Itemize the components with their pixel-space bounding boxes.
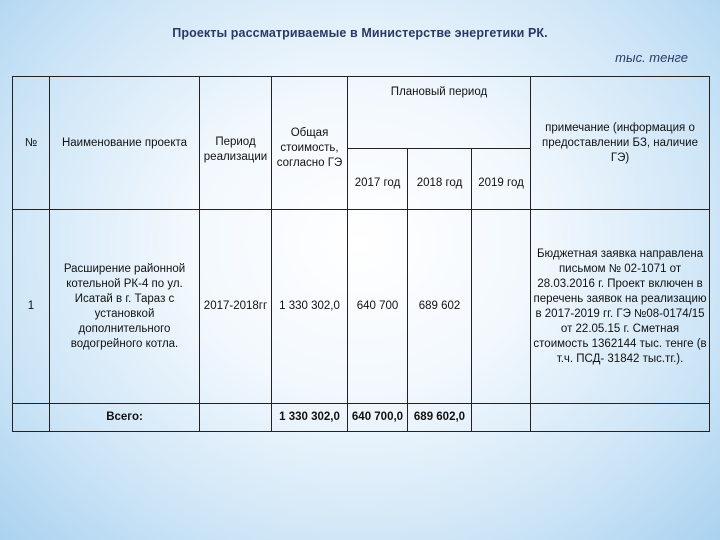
projects-table <box>12 76 710 432</box>
header-period: Период реализации <box>200 77 272 210</box>
page-title: Проекты рассматриваемые в Министерстве энергетики РК. <box>172 26 548 40</box>
header-2017: 2017 год <box>348 149 408 210</box>
header-note: примечание (информация о предоставлении БЗ, наличие ГЭ) <box>531 77 710 210</box>
header-2018: 2018 год <box>408 149 472 210</box>
row-name: Расширение районной котельной РК-4 по ул. Исатай в г. Тараз с установкой дополнительного водогрейного котла. <box>50 210 200 404</box>
row-2017: 640 700 <box>348 210 408 404</box>
header-planned <box>348 77 531 149</box>
header-name: Наименование проекта <box>50 77 200 210</box>
table-row <box>13 210 710 404</box>
units-label: тыс. тенге <box>615 50 688 65</box>
total-cost: 1 330 302,0 <box>272 404 348 432</box>
row-note: Бюджетная заявка направлена письмом № 02-1071 от 28.03.2016 г. Проект включен в перечень заявок на реализацию в 2017-2019 гг. ГЭ №08-0174/15 от 22.05.15 г. Сметная стоимость 1362144 тыс. тенге (в т.ч. ПСД- 31842 тыс.тг.). <box>531 210 710 404</box>
header-2019: 2019 год <box>472 149 531 210</box>
header-row <box>13 77 710 149</box>
row-period: 2017-2018гг <box>200 210 272 404</box>
total-row <box>13 404 710 432</box>
total-note <box>531 404 710 432</box>
header-planned-label: Плановый период <box>390 86 488 98</box>
header-num: № <box>13 77 50 210</box>
total-2019 <box>472 404 531 432</box>
row-cost: 1 330 302,0 <box>272 210 348 404</box>
total-2017: 640 700,0 <box>348 404 408 432</box>
row-2018: 689 602 <box>408 210 472 404</box>
header-cost: Общая стоимость, согласно ГЭ <box>272 77 348 210</box>
row-2019 <box>472 210 531 404</box>
row-num: 1 <box>13 210 50 404</box>
total-label: Всего: <box>50 404 200 432</box>
total-period <box>200 404 272 432</box>
total-num <box>13 404 50 432</box>
total-2018: 689 602,0 <box>408 404 472 432</box>
